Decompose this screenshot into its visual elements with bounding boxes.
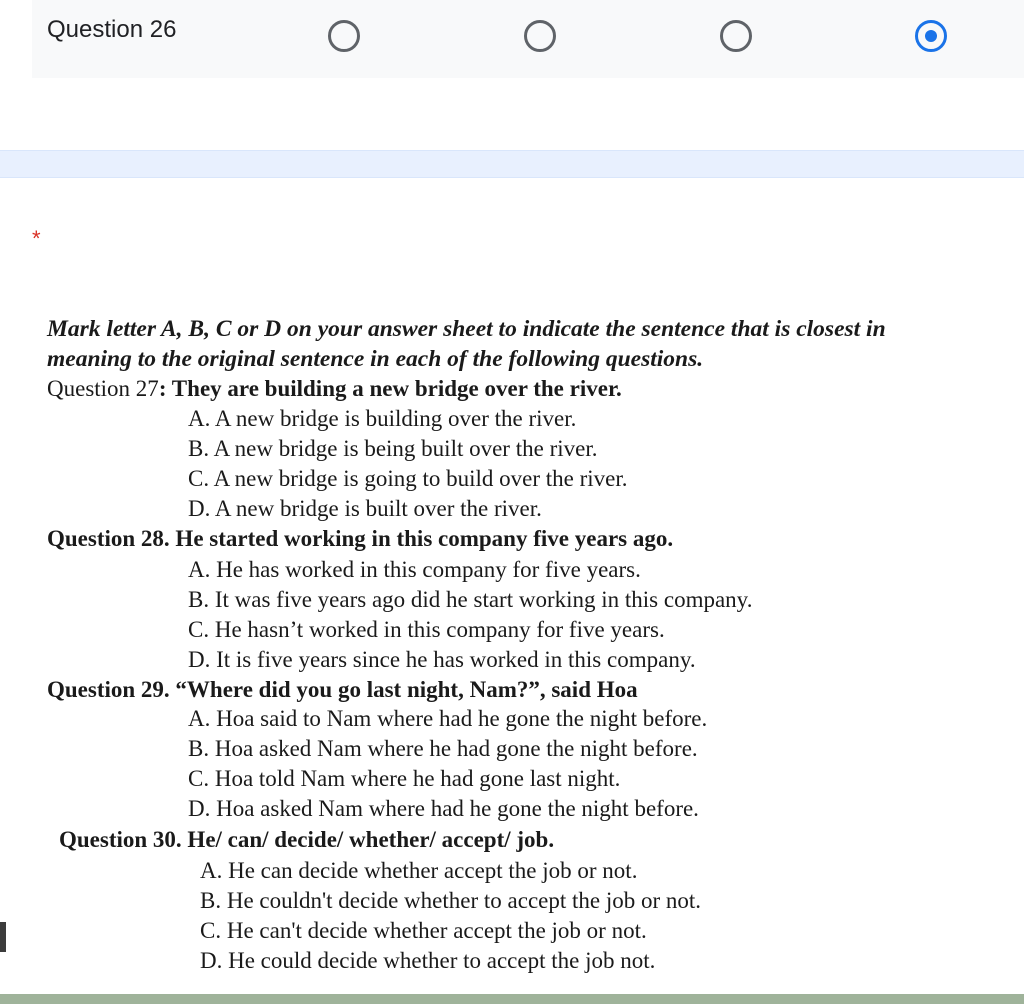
section-divider [0,150,1024,178]
q28-option-a: A. He has worked in this company for five years. [188,557,641,582]
instruction-line-2: meaning to the original sentence in each of the following questions. [47,346,704,372]
radio-selected-dot [925,30,937,42]
q28-option-b: B. It was five years ago did he start working in this company. [188,587,753,612]
radio-option-4-selected[interactable] [915,20,947,52]
question-26-row [32,0,1024,78]
q29-stem: Question 29. “Where did you go last night, Nam?”, said Hoa [47,677,638,702]
q28-stem: Question 28. He started working in this company five years ago. [47,526,674,551]
q28-option-c: C. He hasn’t worked in this company for five years. [188,617,665,642]
q30-option-d: D. He could decide whether to accept the job not. [200,948,656,973]
q28-option-d: D. It is five years since he has worked in this company. [188,647,696,672]
instruction-line-1: Mark letter A, B, C or D on your answer sheet to indicate the sentence that is closest in [47,316,886,342]
q30-option-a: A. He can decide whether accept the job or not. [200,858,638,883]
q27-option-a: A. A new bridge is building over the river. [188,406,577,431]
question-label: Question 26 [47,16,177,43]
radio-option-3[interactable] [720,20,752,52]
q30-option-c: C. He can't decide whether accept the job or not. [200,918,647,943]
scroll-edge-marker [0,922,6,952]
bottom-strip [0,994,1024,1004]
radio-option-2[interactable] [524,20,556,52]
q27-option-d: D. A new bridge is built over the river. [188,496,542,521]
q29-option-b: B. Hoa asked Nam where he had gone the night before. [188,736,698,761]
q30-stem: Question 30. He/ can/ decide/ whether/ accept/ job. [59,827,555,852]
q29-option-a: A. Hoa said to Nam where had he gone the night before. [188,706,708,731]
radio-option-1[interactable] [328,20,360,52]
q27-stem-prefix: Question 27 [47,376,159,401]
q30-option-b: B. He couldn't decide whether to accept the job or not. [200,888,702,913]
q27-option-c: C. A new bridge is going to build over the river. [188,466,628,491]
required-asterisk: * [32,226,41,251]
q27-stem-text: : They are building a new bridge over the river. [158,376,622,401]
q27-option-b: B. A new bridge is being built over the river. [188,436,598,461]
q27-stem [47,374,622,404]
q29-option-c: C. Hoa told Nam where he had gone last night. [188,766,621,791]
q29-option-d: D. Hoa asked Nam where had he gone the night before. [188,796,699,821]
instructions [47,314,1007,374]
